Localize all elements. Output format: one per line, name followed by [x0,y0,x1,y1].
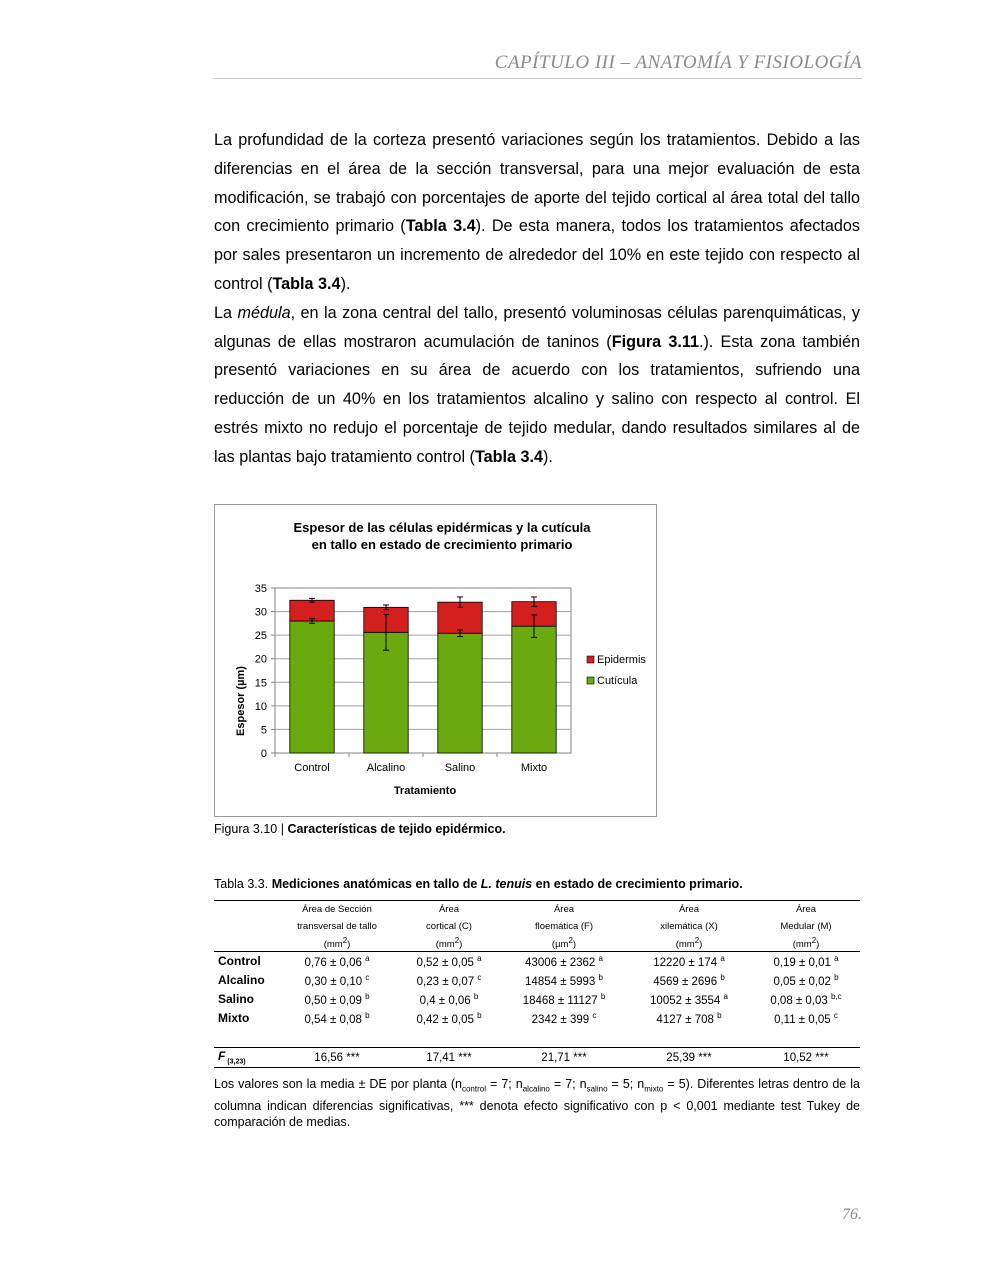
row-label: Control [218,954,261,969]
table-row [214,1009,860,1028]
col-unit: $(mm^2)$ [626,935,752,952]
table-title-b: en estado de crecimiento primario. [532,877,743,891]
y-tick-label: 20 [254,653,267,666]
x-tick-labels [275,753,547,774]
y-tick-label: 10 [254,700,267,713]
table-row [214,952,860,971]
table-cell: 12220 ± 174 $^a$ [653,953,725,969]
header-row-1 [214,901,860,918]
table-cell: 0,05 ± 0,02 $^b$ [773,972,839,988]
bar-cutcula-mixto [512,626,556,753]
x-axis-label: Tratamiento [393,785,457,797]
x-tick-label: Alcalino [366,762,406,774]
legend-label: Cutícula [597,675,638,687]
table-cell: 0,30 ± 0,10 $^c$ [304,972,370,988]
figure-label: Figura 3.10 | [214,822,288,836]
y-tick-label: 0 [260,748,267,760]
col-header: Área [396,901,502,918]
table-ref: Tabla 3.4 [405,217,476,236]
p1-text-c: ). [340,274,351,293]
y-tick-label: 35 [254,583,267,595]
table-cell: 4569 ± 2696 $^b$ [653,972,725,988]
bar-cutcula-control [290,621,334,753]
f-value: 10,52 *** [752,1048,860,1068]
table-cell: 4127 ± 708 $^b$ [656,1010,722,1026]
col-header: floemática (F) [534,920,594,932]
col-header: cortical (C) [426,920,472,932]
y-tick-label: 15 [254,677,267,690]
col-header: Medular (M) [780,920,832,932]
table-cell: 0,08 ± 0,03 $^{b,c}$ [770,991,842,1007]
measurements-table [214,900,860,1068]
chart-title-line2: en tallo en estado de crecimiento primario [311,537,573,552]
y-tick-label: 30 [254,606,267,619]
table-cell: 10052 ± 3554 $^a$ [650,991,728,1007]
table-cell: 0,52 ± 0,05 $^a$ [416,953,482,969]
table-ref: Tabla 3.4 [474,447,544,466]
legend-label: Epidermis [597,654,646,666]
table-cell: 0,11 ± 0,05 $^c$ [774,1010,838,1026]
y-tick-labels [255,583,275,760]
p2-text-c: .). Esta zona también presentó variaciones en su área de acuerdo con los tratamientos, sufriendo una reducción de un 40% en los tratamientos alcalino y salino con respecto al control. El estrés mixto no redujo el porcentaje de tejido medular, dando resultados similares al de las plantas bajo tratamiento control ( [214,332,861,466]
running-header: CAPÍTULO III – ANATOMÍA Y FISIOLOGÍA [494,52,862,73]
p2-text-b: , en la zona central del tallo, presentó voluminosas células parenquimáticas, y algunas de ellas mostraron acumulación de taninos ( [214,303,860,351]
table-cell: 2342 ± 399 $^c$ [531,1010,597,1026]
f-value: 21,71 *** [502,1048,626,1068]
col-unit: $(mm^2)$ [278,935,396,952]
table-cell: 0,19 ± 0,01 $^a$ [773,953,839,969]
bar-epidermis-control [290,600,334,621]
table-note: Los valores son la media ± DE por planta ($n_{control} = 7$; $n_{alcalino} = 7$; $n_{salino} = 5$; $n_{mixto} = 5$). Diferentes letras dentro de la columna indican diferencias significativas, *** denota efecto significativo con p < 0,001 mediante test Tukey de comparación de medias. [214,1077,860,1129]
legend-swatch [587,656,594,663]
table-cell: 43006 ± 2362 $^a$ [525,953,603,969]
row-label: Salino [218,992,255,1006]
p2-text-a: La [214,303,238,322]
table-cell: 0,54 ± 0,08 $^b$ [304,1010,370,1026]
table-cell: 0,50 ± 0,09 $^b$ [304,991,370,1007]
figure-caption [214,822,506,836]
chart-title-line1: Espesor de las células epidérmicas y la cutícula [293,520,591,535]
f-value: 25,39 *** [626,1048,752,1068]
col-header: xilemática (X) [660,920,718,932]
x-tick-label: Control [294,762,330,774]
row-label: Mixto [218,1011,250,1025]
x-tick-label: Salino [444,762,476,774]
header-row-units [214,935,860,952]
chart-figure [214,504,657,817]
col-unit: (µm$^2$) [502,935,626,952]
col-header: Área [752,901,860,918]
species-name: L. tenuis [480,877,533,891]
col-header: Área [502,901,626,918]
table-cell: 0,42 ± 0,05 $^b$ [416,1010,482,1026]
table-cell: 0,4 ± 0,06 $^b$ [419,991,479,1007]
y-tick-label: 25 [254,630,267,643]
spacer-row [214,1028,860,1048]
paragraph-corteza [214,126,860,299]
f-label: F $_{(3,23)}$ [214,1048,278,1068]
y-tick-label: 5 [260,724,267,737]
legend [582,650,649,692]
col-header: transversal de tallo [297,920,377,932]
p2-text-d: ). [543,447,553,466]
body-text [214,126,860,472]
table-ref: Tabla 3.4 [272,274,341,293]
row-label: Alcalino [218,973,265,987]
col-header: Área [626,901,752,918]
table-caption [214,877,743,891]
p1-text-a: La profundidad de la corteza presentó variaciones según los tratamientos. Debido a las diferencias en el área de la sección transversal, para una mejor evaluación de esta modificación, se trabajó con porcentajes de aporte del tejido cortical al área total del tallo con crecimiento primario ( [214,131,860,236]
term-medula: médula [237,303,291,322]
page-number: 76. [842,1206,862,1223]
table-cell: 18468 ± 11127 $^b$ [522,991,606,1007]
f-value: 16,56 *** [278,1048,396,1068]
p1-text-b: ). De esta manera, todos los tratamientos afectados por sales presentaron un incremento de alrededor del 10% en este tejido con respecto al control ( [214,217,860,293]
x-tick-label: Mixto [520,762,548,774]
legend-swatch [587,677,594,684]
col-header: Área de Sección [278,901,396,918]
table-row [214,971,860,990]
f-statistic-row [214,1048,860,1068]
table-label: Tabla 3.3. [214,877,272,891]
f-value: 17,41 *** [396,1048,502,1068]
y-axis-label: Espesor (µm) [235,666,247,736]
figure-ref: Figura 3.11 [611,332,699,351]
header-rule [213,78,862,79]
stacked-bar-chart [215,505,658,818]
figure-title: Características de tejido epidérmico. [287,822,506,836]
header-row-2 [214,918,860,935]
table-cell: 14854 ± 5993 $^b$ [525,972,603,988]
col-unit: $(mm^2)$ [752,935,860,952]
bar-cutcula-salino [438,633,482,753]
table-title-a: Mediciones anatómicas en tallo de [271,877,481,891]
col-unit: $(mm^2)$ [396,935,502,952]
paragraph-medula [214,299,860,472]
table-cell: 0,23 ± 0,07 $^c$ [416,972,482,988]
table-row [214,990,860,1009]
table-cell: 0,76 ± 0,06 $^a$ [304,953,370,969]
